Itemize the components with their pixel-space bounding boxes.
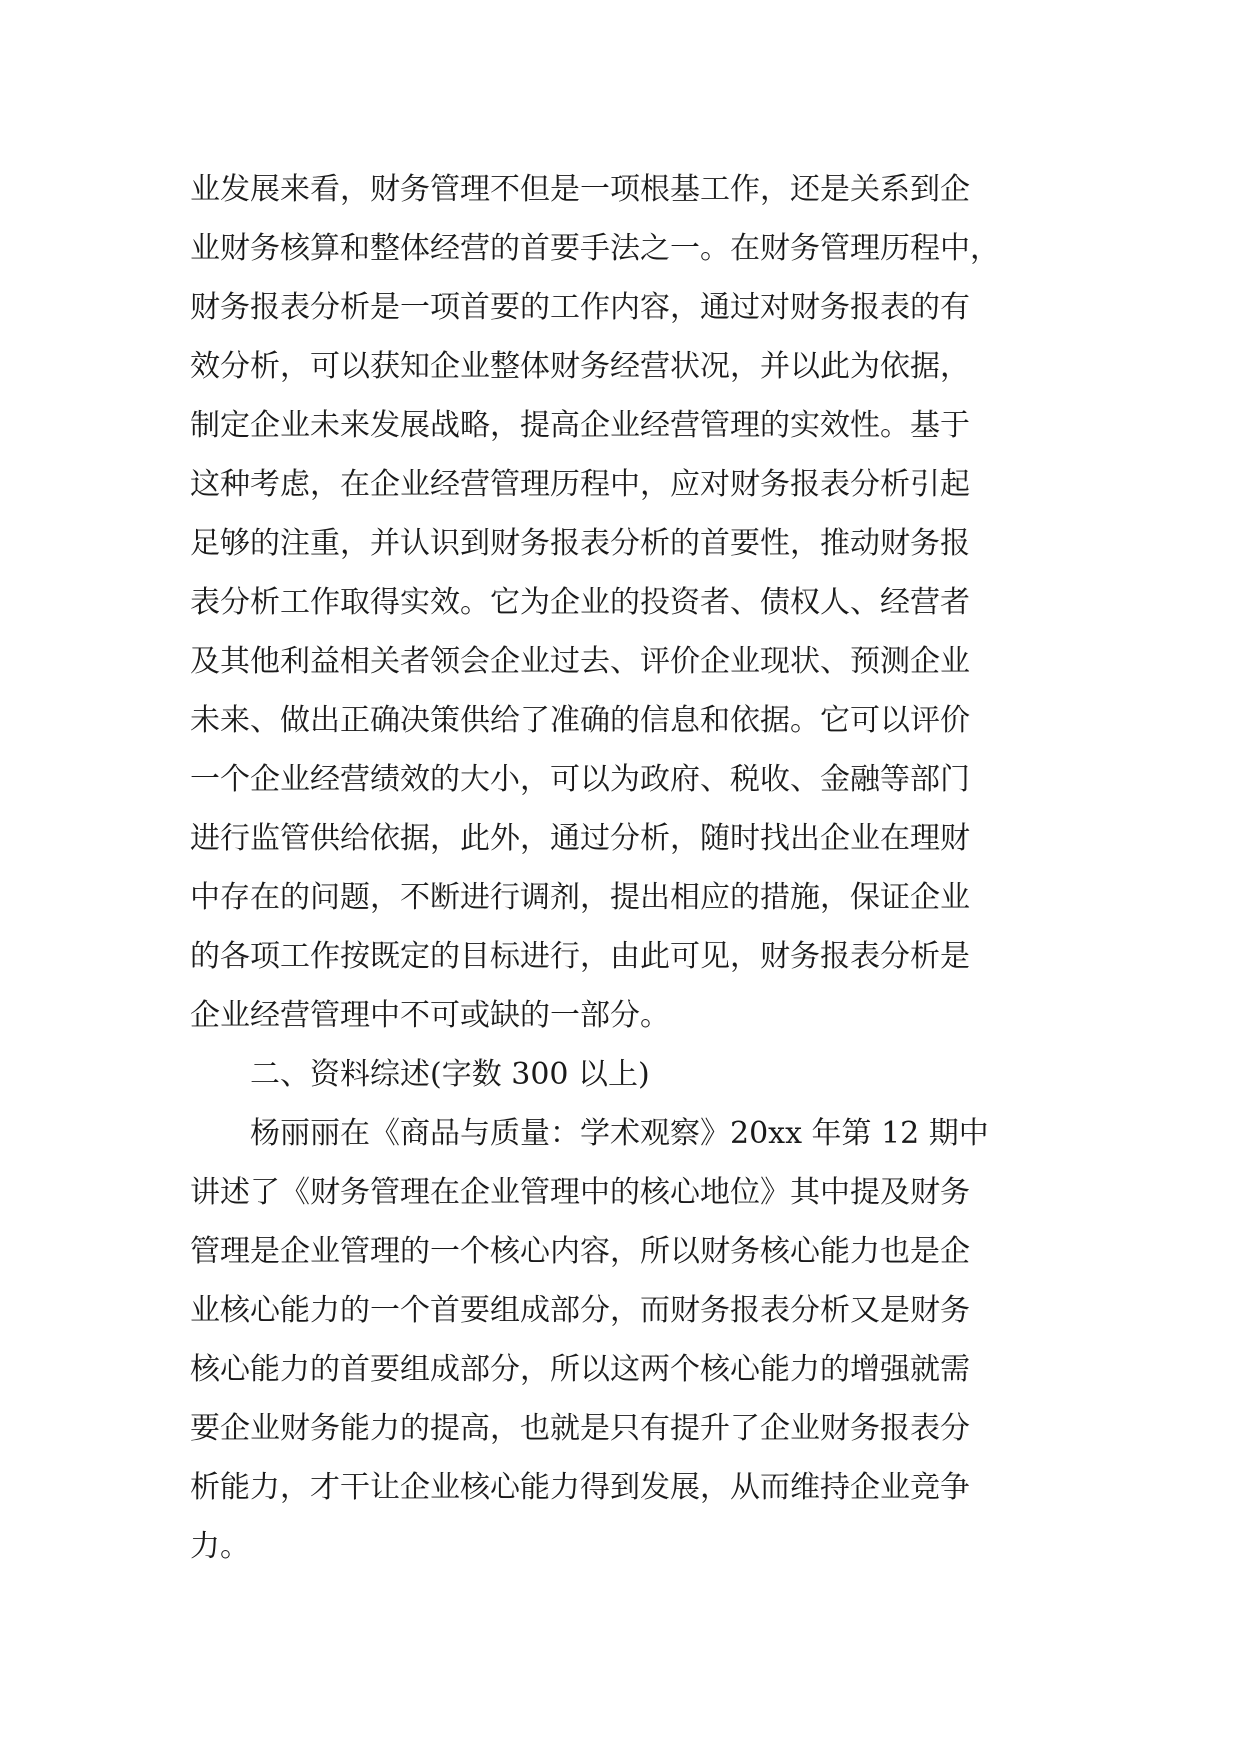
text-line: 财务报表分析是一项首要的工作内容，通过对财务报表的有 bbox=[190, 290, 970, 325]
paragraph-financial-analysis bbox=[190, 160, 1090, 1045]
text-line: 要企业财务能力的提高，也就是只有提升了企业财务报表分 bbox=[190, 1411, 970, 1446]
text-line: 杨丽丽在《商品与质量：学术观察》20xx 年第 12 期中 bbox=[250, 1116, 989, 1151]
text-line: 这种考虑，在企业经营管理历程中，应对财务报表分析引起 bbox=[190, 467, 970, 502]
text-line: 业财务核算和整体经营的首要手法之一。在财务管理历程中， bbox=[190, 231, 1000, 266]
text-line: 力。 bbox=[190, 1529, 250, 1564]
text-line: 业核心能力的一个首要组成部分，而财务报表分析又是财务 bbox=[190, 1293, 970, 1328]
text-line: 表分析工作取得实效。它为企业的投资者、债权人、经营者 bbox=[190, 585, 970, 620]
document-body bbox=[190, 160, 1090, 1576]
text-line: 效分析，可以获知企业整体财务经营状况，并以此为依据， bbox=[190, 349, 970, 384]
text-line: 中存在的问题，不断进行调剂，提出相应的措施，保证企业 bbox=[190, 880, 970, 915]
text-line: 析能力，才干让企业核心能力得到发展，从而维持企业竞争 bbox=[190, 1470, 970, 1505]
text-line: 讲述了《财务管理在企业管理中的核心地位》其中提及财务 bbox=[190, 1175, 970, 1210]
text-line: 及其他利益相关者领会企业过去、评价企业现状、预测企业 bbox=[190, 644, 970, 679]
text-line: 制定企业未来发展战略，提高企业经营管理的实效性。基于 bbox=[190, 408, 970, 443]
text-line: 足够的注重，并认识到财务报表分析的首要性，推动财务报 bbox=[190, 526, 970, 561]
text-line: 的各项工作按既定的目标进行，由此可见，财务报表分析是 bbox=[190, 939, 970, 974]
text-line: 核心能力的首要组成部分，所以这两个核心能力的增强就需 bbox=[190, 1352, 970, 1387]
text-line: 管理是企业管理的一个核心内容，所以财务核心能力也是企 bbox=[190, 1234, 970, 1269]
text-line: 企业经营管理中不可或缺的一部分。 bbox=[190, 998, 670, 1033]
section-heading: 二、资料综述(字数 300 以上) bbox=[250, 1057, 650, 1092]
text-line: 一个企业经营绩效的大小，可以为政府、税收、金融等部门 bbox=[190, 762, 970, 797]
text-line: 未来、做出正确决策供给了准确的信息和依据。它可以评价 bbox=[190, 703, 970, 738]
text-line: 业发展来看，财务管理不但是一项根基工作，还是关系到企 bbox=[190, 172, 970, 207]
text-line: 进行监管供给依据，此外，通过分析，随时找出企业在理财 bbox=[190, 821, 970, 856]
paragraph-literature-review bbox=[190, 1104, 1090, 1576]
